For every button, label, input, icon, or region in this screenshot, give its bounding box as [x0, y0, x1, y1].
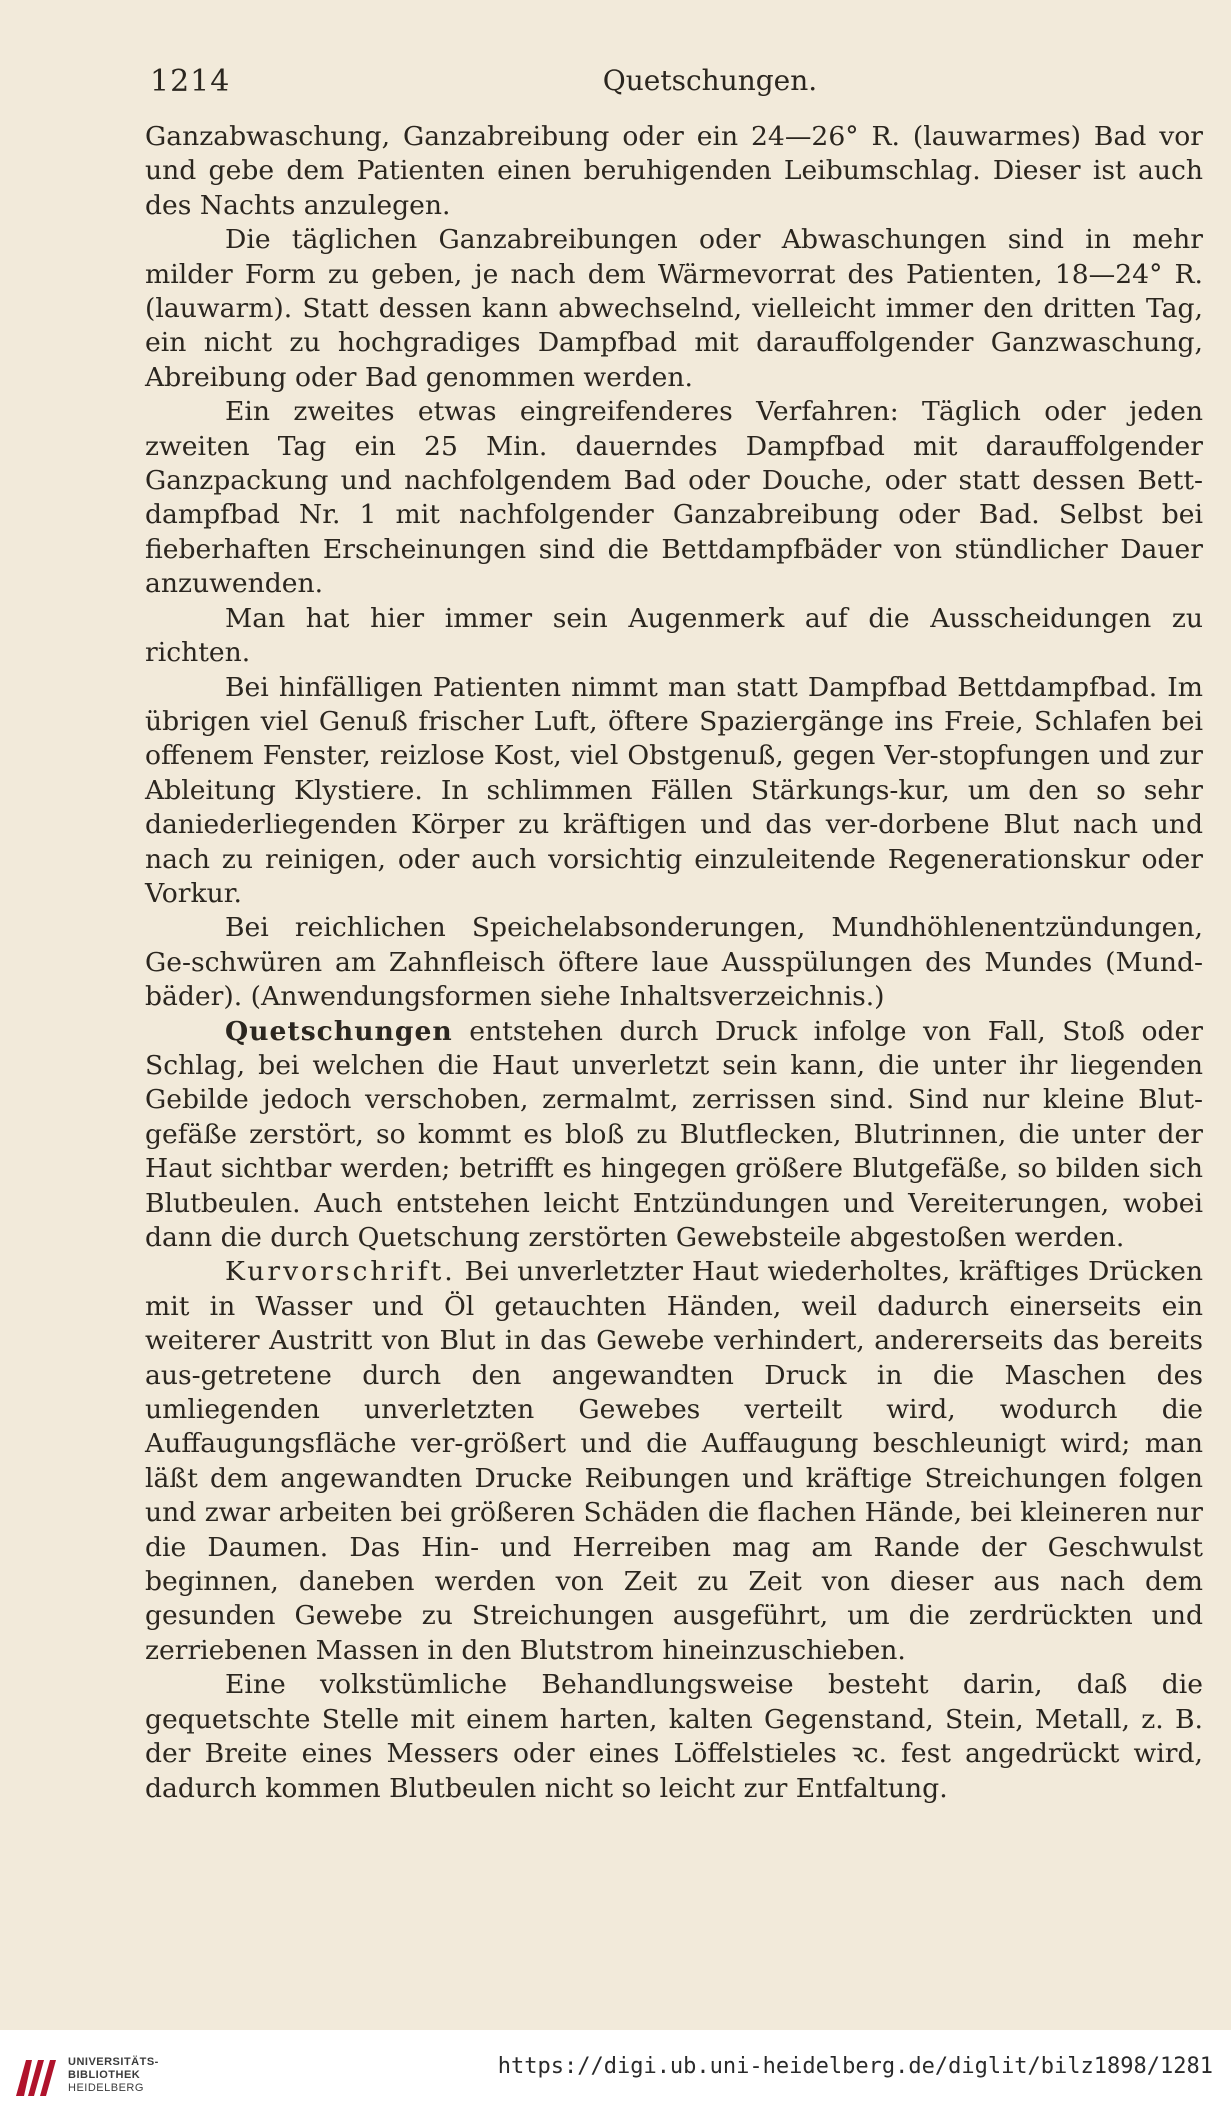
section-heading: Quetschungen [225, 1015, 453, 1047]
running-title: Quetschungen. [602, 64, 818, 97]
paragraph: Bei reichlichen Speichelabsonderungen, Mundhöhlenentzündungen, Ge-schwüren am Zahnfleisch öftere laue Ausspülungen des Mundes (Mund-bäder). (Anwendungsformen siehe Inhaltsverzeichnis.) [145, 912, 1203, 1013]
logo-line: UNIVERSITÄTS- [68, 2056, 159, 2068]
page-number: 1214 [150, 64, 231, 99]
library-name [68, 2056, 159, 2095]
viewer-footer [0, 2030, 1231, 2114]
section-intro-text: entstehen durch Druck infolge von Fall, Stoß oder Schlag, bei welchen die Haut unverletzt sein kann, die unter ihr liegenden Gebilde jedoch verschoben, zermalmt, zerrissen sind. Sind nur kleine Blut-gefäße zerstört, so kommt es bloß zu Blutflecken, Blutrinnen, die unter der Haut sichtbar werden; betrifft es hingegen größere Blutgefäße, so bilden sich Blutbeulen. Auch entstehen leicht Entzündungen und Vereiterungen, wobei dann die durch Quetschung zerstörten Gewebsteile abgestoßen werden. [145, 1015, 1203, 1253]
library-seal-icon [12, 2052, 60, 2100]
kur-label: Kurvorschrift. [225, 1256, 456, 1288]
logo-line: BIBLIOTHEK [68, 2069, 141, 2081]
paragraph: Eine volkstümliche Behandlungsweise besteht darin, daß die gequetschte Stelle mit einem harten, kalten Gegenstand, Stein, Metall, z. B. der Breite eines Messers oder eines Löffelstieles ꝛc. fest angedrückt wird, dadurch kommen Blutbeulen nicht so leicht zur Entfaltung. [145, 1669, 1203, 1804]
treatment-paragraph [145, 1255, 1203, 1668]
body-text [145, 120, 1203, 1806]
paragraph: Die täglichen Ganzabreibungen oder Abwaschungen sind in mehr milder Form zu geben, je nach dem Wärmevorrat des Patienten, 18—24° R. (lauwarm). Statt dessen kann abwechselnd, vielleicht immer den dritten Tag, ein nicht zu hochgradiges Dampfbad mit darauffolgender Ganzwaschung, Abreibung oder Bad genommen werden. [145, 224, 1203, 393]
paragraph: Ein zweites etwas eingreifenderes Verfahren: Täglich oder jeden zweiten Tag ein 25 Min. dauerndes Dampfbad mit darauffolgender Ganzpackung und nachfolgendem Bad oder Douche, oder statt dessen Bett-dampfbad Nr. 1 mit nachfolgender Ganzabreibung oder Bad. Selbst bei fieberhaften Erscheinungen sind die Bettdampfbäder von stündlicher Dauer anzuwenden. [145, 396, 1203, 600]
paragraph: Man hat hier immer sein Augenmerk auf die Ausscheidungen zu richten. [145, 602, 1203, 669]
permalink-url[interactable]: https://digi.ub.uni-heidelberg.de/diglit/bilz1898/1281 [497, 2054, 1213, 2079]
library-logo[interactable] [12, 2050, 162, 2102]
logo-line: HEIDELBERG [68, 2082, 144, 2094]
kur-text: Bei unverletzter Haut wiederholtes, kräftiges Drücken mit in Wasser und Öl getauchten Händen, weil dadurch einerseits ein weiterer Austritt von Blut in das Gewebe verhindert, andererseits das bereits aus-getretene durch den angewandten Druck in die Maschen des umliegenden unverletzten Gewebes verteilt wird, wodurch die Auffaugungsfläche ver-größert und die Auffaugung beschleunigt wird; man läßt dem angewandten Drucke Reibungen und kräftige Streichungen folgen und zwar arbeiten bei größeren Schäden die flachen Hände, bei kleineren nur die Daumen. Das Hin- und Herreiben mag am Rande der Geschwulst beginnen, daneben werden von Zeit zu Zeit von dieser aus nach dem gesunden Gewebe zu Streichungen ausgeführt, um die zerdrückten und zerriebenen Massen in den Blutstrom hineinzuschieben. [145, 1256, 1203, 1666]
section-intro-paragraph [145, 1015, 1203, 1256]
paragraph: Bei hinfälligen Patienten nimmt man statt Dampfbad Bettdampfbad. Im übrigen viel Genuß frischer Luft, öftere Spaziergänge ins Freie, Schlafen bei offenem Fenster, reizlose Kost, viel Obstgenuß, gegen Ver-stopfungen und zur Ableitung Klystiere. In schlimmen Fällen Stärkungs-kur, um den so sehr daniederliegenden Körper zu kräftigen und das ver-dorbene Blut nach und nach zu reinigen, oder auch vorsichtig einzuleitende Regenerationskur oder Vorkur. [145, 671, 1203, 909]
paragraph: Ganzabwaschung, Ganzabreibung oder ein 24—26° R. (lauwarmes) Bad vor und gebe dem Patienten einen beruhigenden Leibumschlag. Dieser ist auch des Nachts anzulegen. [145, 121, 1203, 221]
page-header [150, 64, 1210, 104]
